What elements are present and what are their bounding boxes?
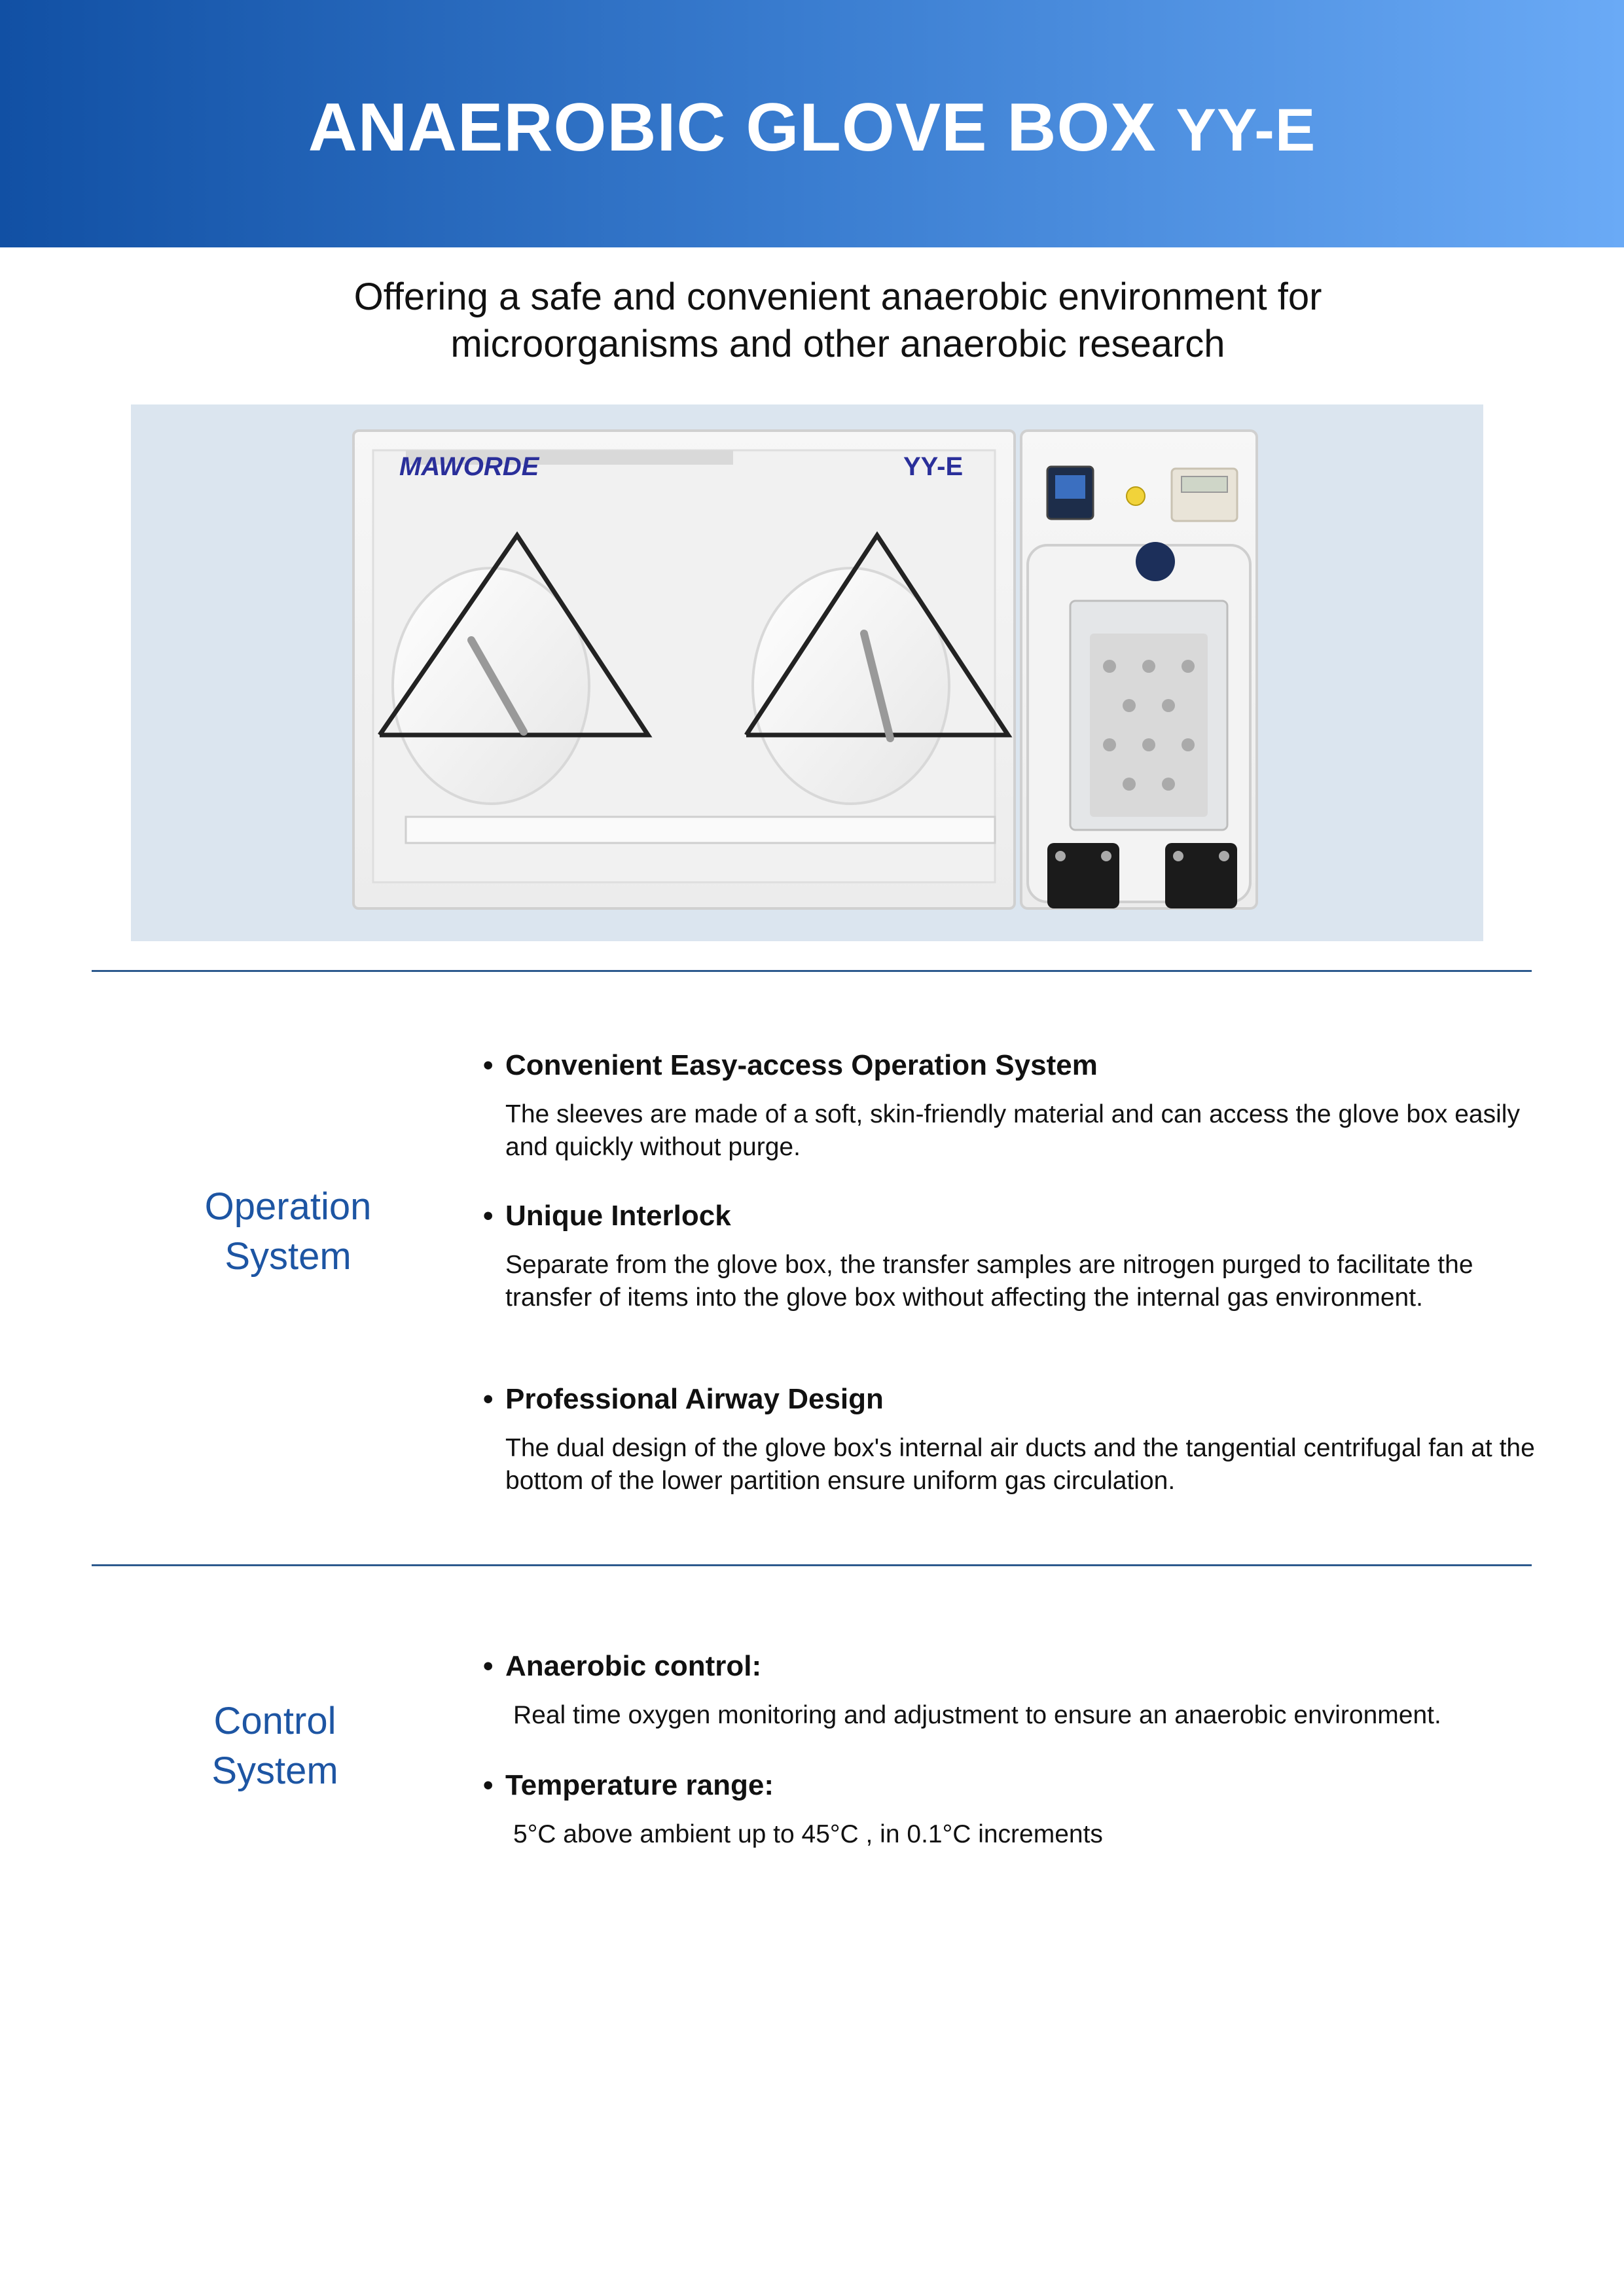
subtitle: Offering a safe and convenient anaerobic environment for microorganisms and other anaerobic research [353, 276, 1322, 365]
feature-body: Separate from the glove box, the transfer samples are nitrogen purged to facilitate the transfer of items into the glove box without affecting the internal gas environment. [505, 1251, 1473, 1312]
brand-label: MAWORDE [399, 452, 539, 481]
indicator-light [1127, 487, 1145, 505]
feature-title: • Unique Interlock [483, 1198, 1543, 1234]
feature-temperature-range [483, 1767, 1543, 1851]
feature-interlock [483, 1198, 1543, 1314]
feature-title: • Anaerobic control: [483, 1648, 1543, 1685]
model-label: YY-E [903, 452, 964, 481]
feature-title: • Professional Airway Design [483, 1381, 1543, 1418]
purge-knob [1136, 542, 1175, 581]
feature-title: • Temperature range: [483, 1767, 1543, 1804]
product-photo [131, 404, 1483, 941]
divider-middle [92, 1564, 1532, 1566]
feature-easy-access [483, 1047, 1543, 1164]
internal-shelf [406, 817, 995, 843]
header-banner [0, 0, 1624, 247]
feature-body: The dual design of the glove box's internal air ducts and the tangential centrifugal fan at the bottom of the lower partition ensure uniform gas circulation. [505, 1434, 1535, 1495]
glove-box-illustration [131, 404, 1483, 941]
feature-body: 5°C above ambient up to 45°C , in 0.1°C increments [513, 1820, 1103, 1848]
feature-title: • Convenient Easy-access Operation System [483, 1047, 1543, 1084]
feature-body: Real time oxygen monitoring and adjustment to ensure an anaerobic environment. [513, 1701, 1441, 1729]
title-text: ANAEROBIC GLOVE BOX [308, 90, 1157, 166]
page-title [0, 85, 1624, 173]
divider-top [92, 970, 1532, 972]
title-model: YY-E [1176, 97, 1316, 164]
feature-anaerobic-control [483, 1648, 1543, 1732]
feature-body: The sleeves are made of a soft, skin-friendly material and can access the glove box easily and quickly without purge. [505, 1100, 1520, 1161]
feature-airway [483, 1381, 1543, 1498]
control-system-label: Control System [211, 1700, 338, 1792]
operation-system-label: Operation System [204, 1185, 372, 1278]
